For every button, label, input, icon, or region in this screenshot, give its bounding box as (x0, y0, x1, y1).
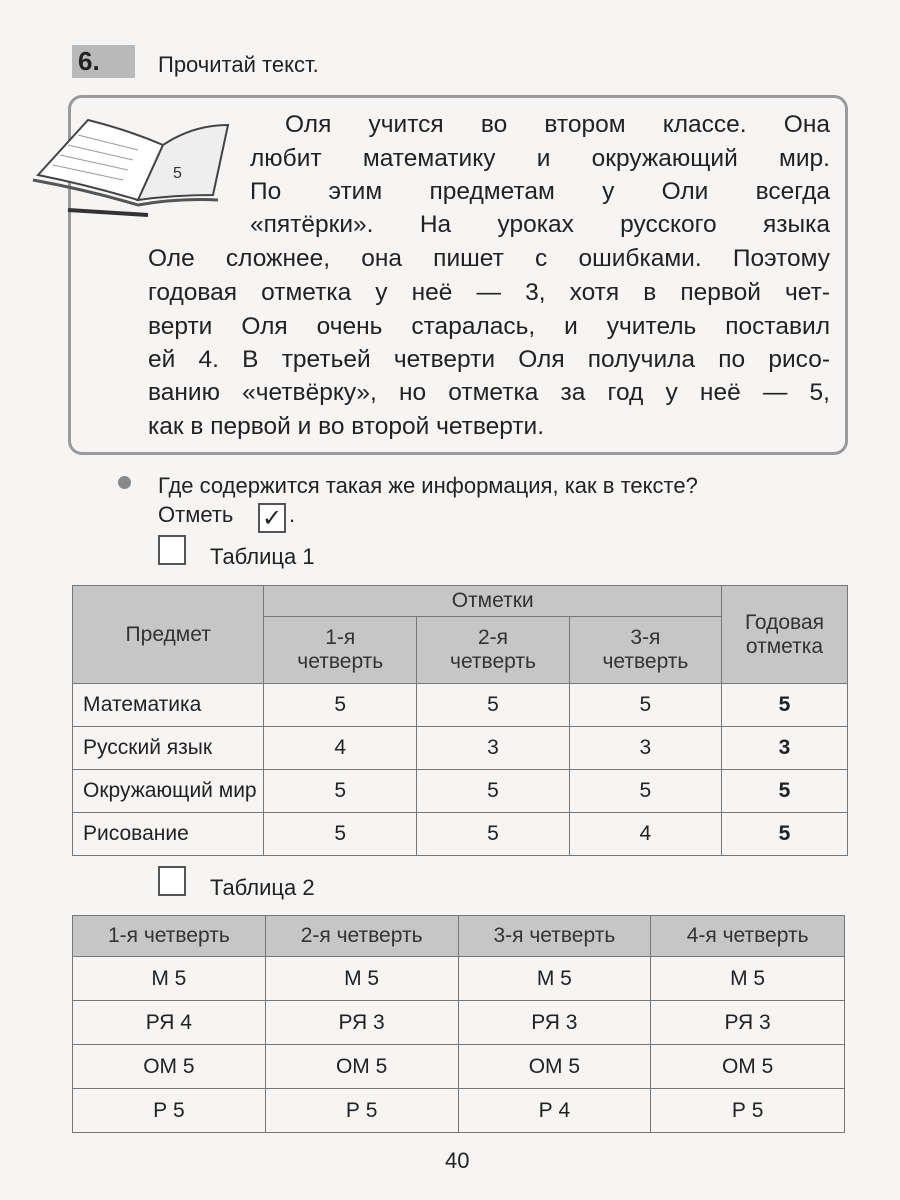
page-number: 40 (445, 1148, 470, 1173)
cell-q1: 5 (264, 770, 417, 813)
text-line: ванию «четвёрку», но отметка за год у неё — 5, (148, 379, 830, 406)
table-row (73, 813, 848, 856)
text-line: верти Оля очень старалась, и учитель поставил (148, 313, 830, 340)
cell: ОМ 5 (458, 1045, 651, 1089)
table-row (73, 1001, 845, 1045)
cell: М 5 (458, 957, 651, 1001)
table2-label: Таблица 2 (210, 875, 315, 900)
cell: РЯ 3 (458, 1001, 651, 1045)
header-q3: 3-я четверть (569, 617, 721, 684)
cell-year: 5 (721, 684, 847, 727)
mark-period: . (289, 502, 296, 527)
task-number: 6. (72, 45, 135, 78)
cell-q2: 5 (417, 684, 570, 727)
table-row (73, 770, 848, 813)
cell: РЯ 3 (651, 1001, 845, 1045)
cell-q1: 5 (264, 813, 417, 856)
cell-q3: 4 (569, 813, 721, 856)
cell-subject: Математика (73, 684, 264, 727)
cell-year: 5 (721, 770, 847, 813)
cell: Р 4 (458, 1089, 651, 1133)
cell-q1: 5 (264, 684, 417, 727)
header-year: Годовая отметка (721, 586, 847, 684)
header-q3: 3-я четверть (458, 916, 651, 957)
task-instruction: Прочитай текст. (158, 52, 319, 77)
cell-year: 3 (721, 727, 847, 770)
table2-checkbox[interactable] (158, 866, 186, 896)
text-line: По этим предметам у Оли всегда (250, 178, 830, 205)
text-line: «пятёрки». На уроках русского языка (250, 211, 830, 238)
header-q4: 4-я четверть (651, 916, 845, 957)
table1-checkbox[interactable] (158, 535, 186, 565)
cell: М 5 (651, 957, 845, 1001)
cell-subject: Окружающий мир (73, 770, 264, 813)
cell-year: 5 (721, 813, 847, 856)
cell: ОМ 5 (73, 1045, 266, 1089)
text-line: Оля учится во втором классе. Она (285, 111, 830, 138)
cell: РЯ 3 (265, 1001, 458, 1045)
text-line: годовая отметка у неё — 3, хотя в первой чет- (148, 279, 830, 306)
table-row (73, 727, 848, 770)
book-page-mark: 5 (173, 165, 182, 182)
cell: РЯ 4 (73, 1001, 266, 1045)
cell-q2: 5 (417, 813, 570, 856)
cell: ОМ 5 (265, 1045, 458, 1089)
table-row (73, 684, 848, 727)
cell-q3: 3 (569, 727, 721, 770)
table1-label: Таблица 1 (210, 544, 315, 569)
mark-label: Отметь (158, 502, 234, 527)
cell-subject: Рисование (73, 813, 264, 856)
table-row (73, 957, 845, 1001)
checkmark-example-icon: ✓ (258, 503, 286, 533)
cell-q2: 3 (417, 727, 570, 770)
cell: ОМ 5 (651, 1045, 845, 1089)
cell-q1: 4 (264, 727, 417, 770)
header-q1: 1-я четверть (264, 617, 417, 684)
header-marks: Отметки (264, 586, 722, 617)
cell: Р 5 (651, 1089, 845, 1133)
text-line: ей 4. В третьей четверти Оля получила по рисо- (148, 346, 830, 373)
cell: М 5 (73, 957, 266, 1001)
question-text: Где содержится такая же информация, как в тексте? (158, 473, 698, 498)
text-line: как в первой и во второй четверти. (148, 413, 545, 440)
table1 (72, 585, 848, 856)
cell-q3: 5 (569, 770, 721, 813)
open-book-icon (28, 100, 238, 220)
header-q1: 1-я четверть (73, 916, 266, 957)
cell: Р 5 (73, 1089, 266, 1133)
header-q2: 2-я четверть (417, 617, 570, 684)
bullet-icon (118, 476, 131, 489)
text-line: Оле сложнее, она пишет с ошибками. Поэтому (148, 245, 830, 272)
cell-q2: 5 (417, 770, 570, 813)
table2 (72, 915, 845, 1133)
cell: Р 5 (265, 1089, 458, 1133)
header-q2: 2-я четверть (265, 916, 458, 957)
cell: М 5 (265, 957, 458, 1001)
cell-subject: Русский язык (73, 727, 264, 770)
cell-q3: 5 (569, 684, 721, 727)
text-line: любит математику и окружающий мир. (250, 145, 830, 172)
header-subject: Предмет (73, 586, 264, 684)
table-row (73, 1045, 845, 1089)
table-row (73, 1089, 845, 1133)
